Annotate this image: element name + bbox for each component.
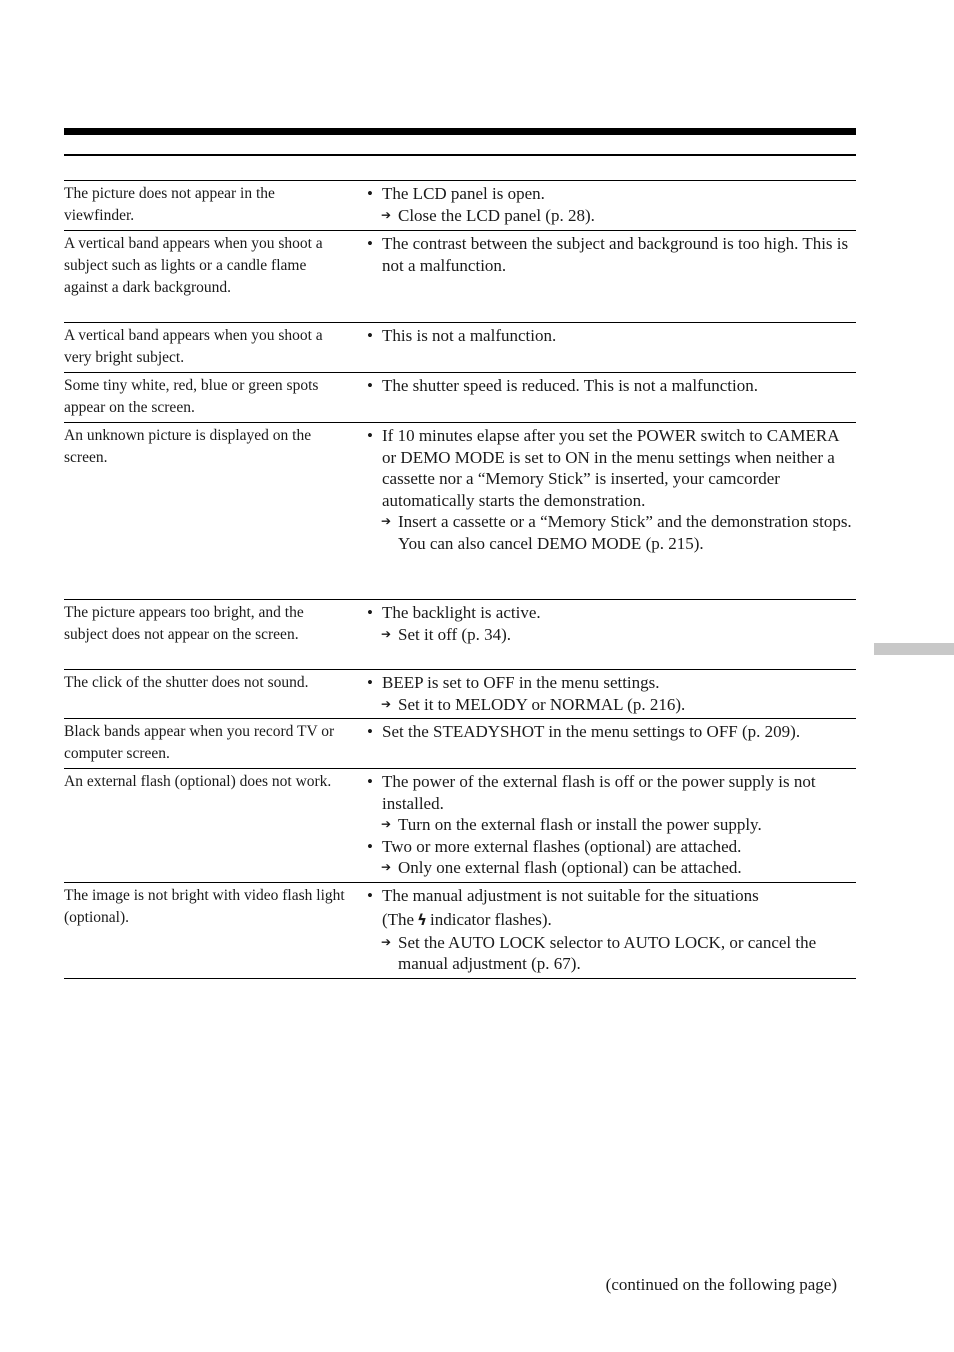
cause-cell bbox=[364, 670, 856, 719]
remedy-text: Turn on the external flash or install the power supply. bbox=[398, 815, 762, 834]
cause-item bbox=[364, 885, 856, 932]
cause-item: • The LCD panel is open. bbox=[364, 183, 856, 205]
cause-cell bbox=[364, 769, 856, 883]
cause-item: • BEEP is set to OFF in the menu settings. bbox=[364, 672, 856, 694]
arrow-right-icon: ➔ bbox=[381, 860, 392, 874]
arrow-right-icon: ➔ bbox=[381, 934, 392, 949]
cause-text-after: indicator flashes). bbox=[430, 910, 552, 929]
troubleshooting-table bbox=[64, 180, 856, 979]
table-row bbox=[64, 423, 856, 600]
remedy-text: Set the AUTO LOCK selector to AUTO LOCK, or cancel the manual adjustment (p. 67). bbox=[398, 932, 817, 973]
symptom-cell: Black bands appear when you record TV or computer screen. bbox=[64, 723, 335, 762]
symptom-cell: The picture does not appear in the viewfinder. bbox=[64, 185, 275, 224]
cause-cell bbox=[364, 423, 856, 600]
cause-cell bbox=[364, 600, 856, 670]
remedy-item bbox=[364, 694, 856, 716]
table-row bbox=[64, 769, 856, 883]
table-row bbox=[64, 600, 856, 670]
table-row bbox=[64, 719, 856, 769]
remedy-item bbox=[364, 932, 856, 975]
cause-item: • Two or more external flashes (optional) are attached. bbox=[364, 836, 856, 858]
cause-text-before: (The bbox=[382, 910, 415, 929]
remedy-text: Only one external flash (optional) can be attached. bbox=[398, 858, 742, 877]
continued-note: (continued on the following page) bbox=[605, 1275, 837, 1294]
remedy-item bbox=[364, 205, 856, 227]
cause-item: • This is not a malfunction. bbox=[364, 325, 856, 347]
table-row bbox=[64, 882, 856, 978]
remedy-item bbox=[364, 511, 856, 554]
cause-cell bbox=[364, 231, 856, 323]
cause-item: • The shutter speed is reduced. This is not a malfunction. bbox=[364, 375, 856, 397]
symptom-cell: An unknown picture is displayed on the screen. bbox=[64, 427, 312, 466]
table-row bbox=[64, 323, 856, 373]
arrow-right-icon: ➔ bbox=[381, 514, 392, 528]
cause-cell bbox=[364, 719, 856, 769]
arrow-right-icon: ➔ bbox=[381, 207, 392, 222]
cause-item: • The backlight is active. bbox=[364, 602, 856, 624]
table-row bbox=[64, 670, 856, 719]
symptom-cell: An external flash (optional) does not work. bbox=[64, 773, 332, 790]
remedy-item bbox=[364, 624, 856, 646]
symptom-cell: The picture appears too bright, and the subject does not appear on the screen. bbox=[64, 604, 304, 643]
symptom-cell: A vertical band appears when you shoot a very bright subject. bbox=[64, 327, 323, 366]
remedy-text: Set it off (p. 34). bbox=[398, 624, 512, 644]
remedy-text: Close the LCD panel (p. 28). bbox=[398, 205, 595, 225]
table-row bbox=[64, 373, 856, 423]
arrow-right-icon: ➔ bbox=[381, 626, 392, 641]
cause-text: The manual adjustment is not suitable for the situations bbox=[382, 885, 759, 905]
remedy-text: Set it to MELODY or NORMAL (p. 216). bbox=[398, 694, 686, 714]
table-row bbox=[64, 181, 856, 231]
cause-item: • If 10 minutes elapse after you set the POWER switch to CAMERA or DEMO MODE is set to ON in the menu settings when neither a cassette nor a “Memory Stick” is inserted, your camcorder automatically starts the demonstration. bbox=[364, 425, 856, 511]
cause-item: • Set the STEADYSHOT in the menu settings to OFF (p. 209). bbox=[364, 721, 856, 743]
symptom-cell: A vertical band appears when you shoot a subject such as lights or a candle flame against a dark background. bbox=[64, 235, 323, 296]
cause-cell bbox=[364, 373, 856, 423]
cause-cell bbox=[364, 882, 856, 978]
table-row bbox=[64, 231, 856, 323]
arrow-right-icon: ➔ bbox=[381, 696, 392, 711]
remedy-item bbox=[364, 857, 856, 879]
cause-cell bbox=[364, 323, 856, 373]
cause-item: • The contrast between the subject and background is too high. This is not a malfunction. bbox=[364, 233, 856, 276]
cause-cell bbox=[364, 181, 856, 231]
symptom-cell: The click of the shutter does not sound. bbox=[64, 674, 309, 691]
cause-text-continued bbox=[382, 909, 552, 932]
flash-icon: ϟ bbox=[417, 911, 427, 929]
section-index-tab bbox=[874, 643, 954, 655]
symptom-cell: The image is not bright with video flash light (optional). bbox=[64, 886, 345, 926]
cause-item: • The power of the external flash is off or the power supply is not installed. bbox=[364, 771, 856, 814]
remedy-item bbox=[364, 814, 856, 836]
symptom-cell: Some tiny white, red, blue or green spots appear on the screen. bbox=[64, 377, 319, 416]
arrow-right-icon: ➔ bbox=[381, 817, 392, 831]
header-rule-thick bbox=[64, 128, 856, 135]
header-rule-thin bbox=[64, 154, 856, 156]
remedy-text: Insert a cassette or a “Memory Stick” and the demonstration stops. You can also cancel DEMO MODE (p. 215). bbox=[398, 512, 852, 553]
